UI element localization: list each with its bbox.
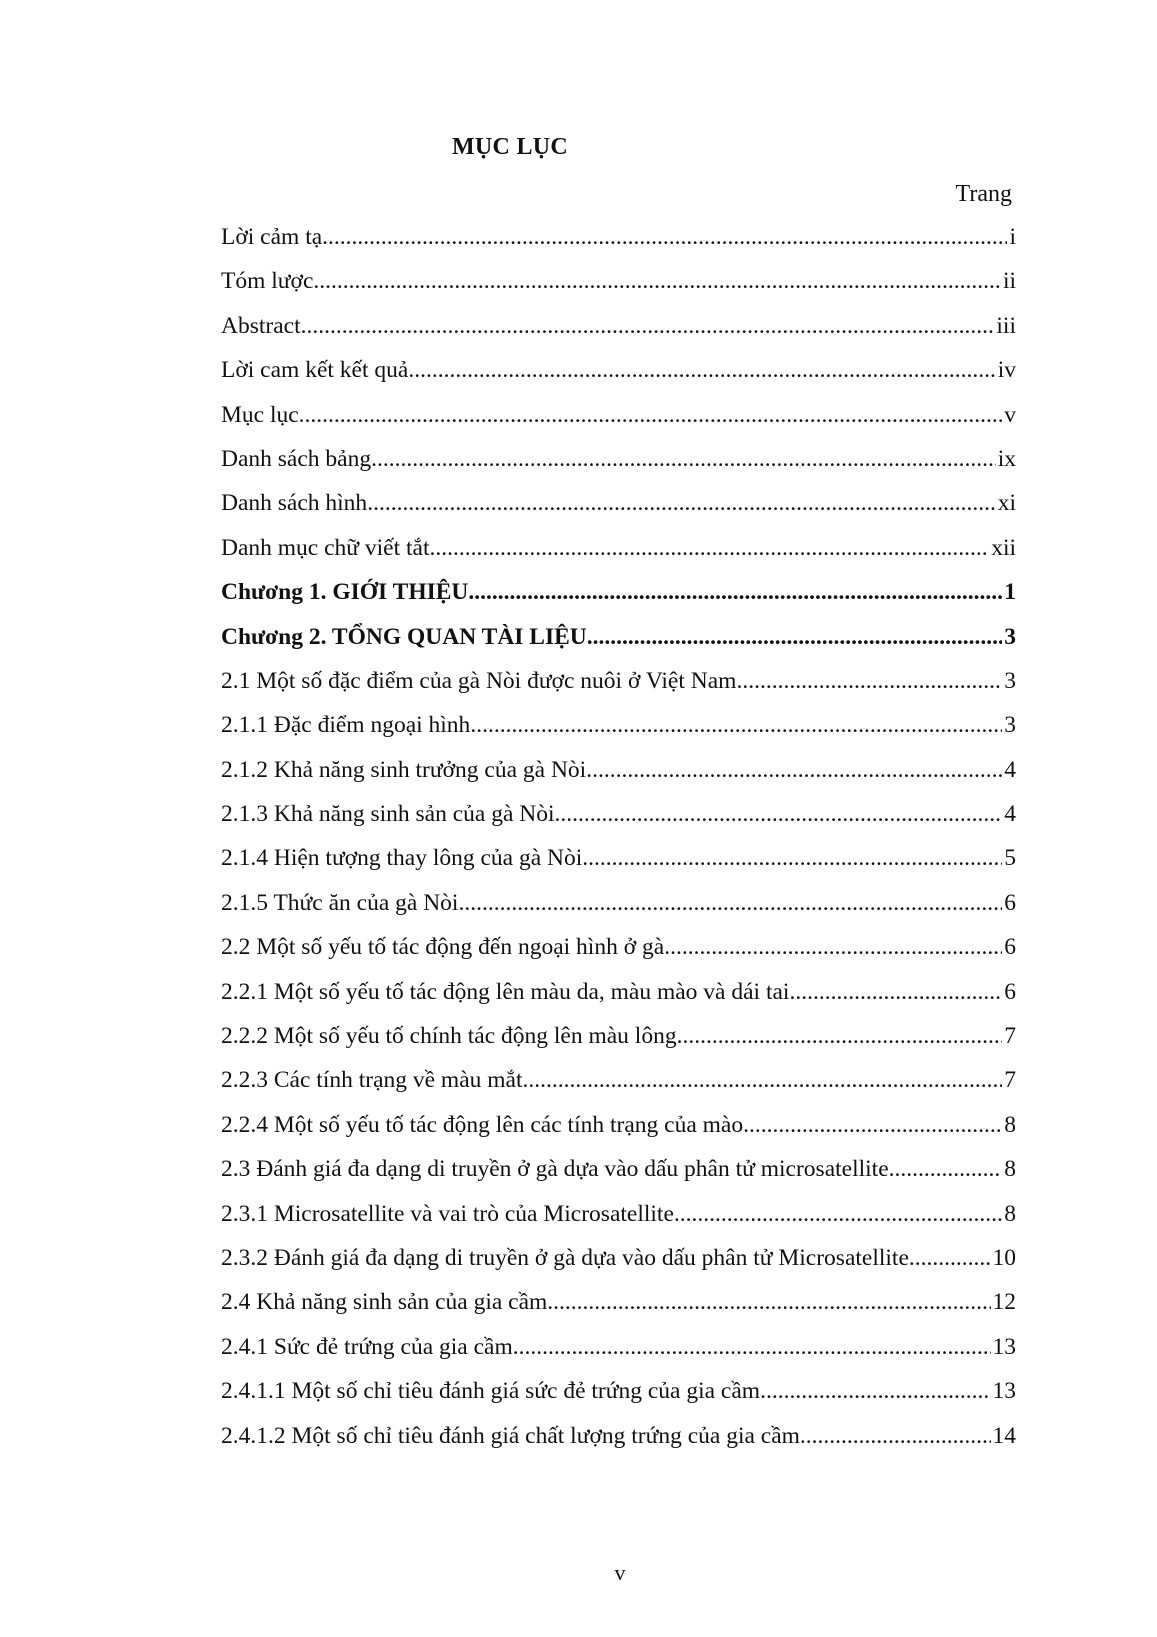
dot-leader — [322, 223, 1007, 251]
toc-entry-label: Tóm lược — [221, 268, 314, 295]
dot-leader — [301, 312, 995, 340]
dot-leader — [586, 756, 1002, 784]
toc-entry[interactable] — [221, 1422, 1016, 1466]
toc-entry-page-number: ix — [997, 445, 1016, 472]
toc-entry-label: Abstract — [221, 312, 301, 339]
dot-leader — [760, 1377, 990, 1405]
toc-entry[interactable] — [221, 1244, 1016, 1288]
dot-leader — [909, 1244, 991, 1272]
toc-entry-label: Chương 2. TỔNG QUAN TÀI LIỆU — [221, 623, 587, 650]
dot-leader — [470, 711, 1002, 739]
dot-leader — [743, 1111, 1002, 1139]
dot-leader — [430, 534, 990, 562]
toc-entry-page-number: i — [1009, 224, 1016, 250]
toc-entry-label: 2.2.3 Các tính trạng về màu mắt — [221, 1067, 523, 1094]
toc-entry-page-number: 3 — [1004, 667, 1016, 694]
toc-entry[interactable] — [221, 623, 1016, 667]
toc-entry[interactable] — [221, 534, 1016, 578]
page-column-header: Trang — [955, 181, 1012, 207]
toc-entry-page-number: 10 — [992, 1244, 1016, 1271]
toc-entry-page-number: 3 — [1004, 712, 1016, 739]
toc-entry[interactable] — [221, 889, 1016, 933]
dot-leader — [664, 933, 1002, 961]
dot-leader — [674, 1200, 1002, 1228]
toc-entry[interactable] — [221, 312, 1016, 356]
toc-entry-label: 2.4 Khả năng sinh sản của gia cầm — [221, 1289, 548, 1316]
toc-entry[interactable] — [221, 978, 1016, 1022]
toc-title: MỤC LỤC — [451, 134, 569, 160]
toc-entry-label: 2.1.4 Hiện tượng thay lông của gà Nòi — [221, 845, 583, 872]
toc-entry-label: 2.2.1 Một số yếu tố tác động lên màu da, màu mào và dái tai — [221, 978, 790, 1005]
toc-entry-page-number: ii — [1002, 268, 1016, 295]
toc-entry[interactable] — [221, 1022, 1016, 1066]
toc-entry-label: 2.4.1 Sức đẻ trứng của gia cầm — [221, 1333, 513, 1360]
toc-entry[interactable] — [221, 711, 1016, 755]
toc-entry-page-number: 8 — [1004, 1200, 1016, 1227]
dot-leader — [800, 1422, 991, 1450]
toc-entry-label: 2.3 Đánh giá đa dạng di truyền ở gà dựa vào dấu phân tử microsatellite — [221, 1156, 889, 1183]
dot-leader — [371, 445, 996, 473]
toc-entry-label: 2.4.1.1 Một số chỉ tiêu đánh giá sức đẻ trứng của gia cầm — [221, 1378, 761, 1405]
toc-entry[interactable] — [221, 267, 1016, 311]
toc-entry-page-number: 7 — [1004, 1067, 1016, 1094]
toc-entry-page-number: xi — [997, 490, 1016, 517]
toc-entry-page-number: 6 — [1004, 934, 1016, 961]
dot-leader — [582, 844, 1002, 872]
toc-entry-label: 2.4.1.2 Một số chỉ tiêu đánh giá chất lượng trứng của gia cầm — [221, 1422, 800, 1449]
toc-entry-label: 2.3.2 Đánh giá đa dạng di truyền ở gà dựa vào dấu phân tử Microsatellite — [221, 1244, 909, 1271]
toc-entry[interactable] — [221, 800, 1016, 844]
toc-entry[interactable] — [221, 1377, 1016, 1421]
toc-entry-label: Lời cam kết kết quả — [221, 357, 409, 384]
toc-entry[interactable] — [221, 401, 1016, 445]
toc-entry-page-number: xii — [991, 534, 1016, 561]
toc-entry-page-number: 8 — [1004, 1156, 1016, 1183]
toc-entry[interactable] — [221, 1288, 1016, 1332]
toc-entry-page-number: 1 — [1004, 579, 1016, 606]
toc-entry-label: Danh sách bảng — [221, 445, 372, 472]
toc-entry[interactable] — [221, 844, 1016, 888]
toc-entry[interactable] — [221, 1200, 1016, 1244]
toc-entry[interactable] — [221, 756, 1016, 800]
dot-leader — [299, 401, 1003, 429]
dot-leader — [468, 578, 1002, 606]
toc-entry[interactable] — [221, 489, 1016, 533]
dot-leader — [889, 1155, 1003, 1183]
toc-entry-label: Danh mục chữ viết tắt — [221, 534, 430, 561]
toc-entry-page-number: 13 — [992, 1378, 1016, 1405]
dot-leader — [458, 889, 1002, 917]
toc-entry-page-number: 14 — [992, 1422, 1016, 1449]
footer-page-number: v — [614, 1560, 626, 1585]
toc-entry-label: 2.1 Một số đặc điểm của gà Nòi được nuôi ở Việt Nam — [221, 667, 737, 694]
dot-leader — [408, 356, 995, 384]
toc-entry[interactable] — [221, 933, 1016, 977]
dot-leader — [587, 623, 1002, 651]
dot-leader — [789, 978, 1002, 1006]
dot-leader — [313, 267, 1001, 295]
dot-leader — [555, 800, 1003, 828]
toc-entry-page-number: 6 — [1004, 889, 1016, 916]
toc-entry-page-number: iv — [997, 357, 1016, 384]
toc-entry[interactable] — [221, 223, 1016, 267]
toc-entry-label: 2.3.1 Microsatellite và vai trò của Microsatellite — [221, 1200, 674, 1227]
toc-entry-label: 2.1.3 Khả năng sinh sản của gà Nòi — [221, 801, 555, 828]
toc-entry[interactable] — [221, 356, 1016, 400]
toc-entry-label: 2.2 Một số yếu tố tác động đến ngoại hình ở gà — [221, 934, 665, 961]
dot-leader — [523, 1066, 1003, 1094]
toc-entry-label: 2.2.2 Một số yếu tố chính tác động lên màu lông — [221, 1023, 677, 1050]
toc-entry-label: Lời cảm tạ — [221, 224, 323, 250]
dot-leader — [513, 1333, 991, 1361]
dot-leader — [547, 1288, 990, 1316]
toc-entry-page-number: 7 — [1004, 1023, 1016, 1050]
dot-leader — [677, 1022, 1003, 1050]
toc-entry-page-number: v — [1004, 401, 1016, 428]
dot-leader — [736, 667, 1002, 695]
toc-entry-page-number: 8 — [1004, 1111, 1016, 1138]
toc-entry[interactable] — [221, 578, 1016, 622]
toc-entry-label: Chương 1. GIỚI THIỆU — [221, 579, 469, 606]
toc-entry-page-number: 13 — [992, 1333, 1016, 1360]
toc-entry[interactable] — [221, 1333, 1016, 1377]
toc-entry-page-number: iii — [996, 312, 1016, 339]
toc-entry-page-number: 6 — [1004, 978, 1016, 1005]
toc-entry[interactable] — [221, 1066, 1016, 1110]
toc-entry-page-number: 4 — [1004, 801, 1016, 828]
toc-entry-page-number: 5 — [1004, 845, 1016, 872]
toc-entry-page-number: 12 — [992, 1289, 1016, 1316]
toc-entry-label: Danh sách hình — [221, 490, 368, 517]
toc-entry-label: 2.2.4 Một số yếu tố tác động lên các tính trạng của mào — [221, 1111, 744, 1138]
toc-entry[interactable] — [221, 1111, 1016, 1155]
toc-entry[interactable] — [221, 667, 1016, 711]
toc-entry-page-number: 4 — [1004, 756, 1016, 783]
toc-entry-label: 2.1.1 Đặc điểm ngoại hình — [221, 712, 471, 739]
toc-entry[interactable] — [221, 445, 1016, 489]
toc-entry-label: 2.1.5 Thức ăn của gà Nòi — [221, 889, 459, 916]
dot-leader — [367, 489, 996, 517]
table-of-contents — [221, 223, 1016, 1466]
toc-entry[interactable] — [221, 1155, 1016, 1199]
toc-entry-page-number: 3 — [1004, 623, 1016, 650]
toc-entry-label: Mục lục — [221, 401, 299, 428]
toc-entry-label: 2.1.2 Khả năng sinh trưởng của gà Nòi — [221, 756, 587, 783]
